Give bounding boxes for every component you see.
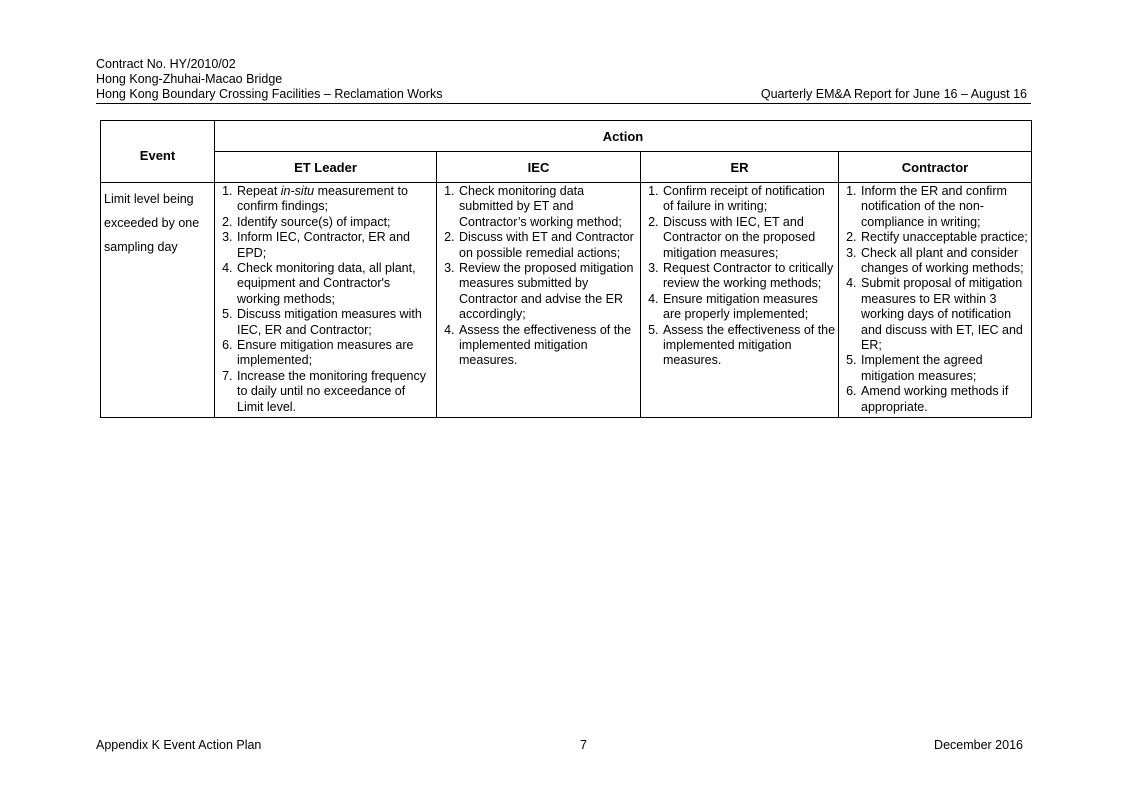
er-actions xyxy=(641,183,839,418)
list-item: 6. Amend working methods if appropriate. xyxy=(860,384,1030,415)
list-item: 2. Discuss with ET and Contractor on possible remedial actions; xyxy=(458,230,639,261)
list-item: 2. Discuss with IEC, ET and Contractor on the proposed mitigation measures; xyxy=(662,215,837,261)
list-item: 6. Ensure mitigation measures are implemented; xyxy=(236,338,435,369)
list-item: 4. Check monitoring data, all plant, equipment and Contractor's working methods; xyxy=(236,261,435,307)
action-header: Action xyxy=(215,121,1032,152)
page-number: 7 xyxy=(580,738,587,752)
list-item: 1. Inform the ER and confirm notification of the non-compliance in writing; xyxy=(860,184,1030,230)
list-item: 5. Implement the agreed mitigation measures; xyxy=(860,353,1030,384)
list-item: 3. Review the proposed mitigation measures submitted by Contractor and advise the ER accordingly; xyxy=(458,261,639,323)
page-footer xyxy=(96,738,1023,752)
contractor-header: Contractor xyxy=(839,152,1032,183)
project-name: Hong Kong-Zhuhai-Macao Bridge xyxy=(96,72,283,86)
event-cell: Limit level being exceeded by one sampling day xyxy=(101,183,215,418)
et-leader-header: ET Leader xyxy=(215,152,437,183)
list-item: 3. Check all plant and consider changes of working methods; xyxy=(860,246,1030,277)
header-divider xyxy=(96,103,1031,104)
report-title: Quarterly EM&A Report for June 16 – August 16 xyxy=(760,87,1027,101)
er-header: ER xyxy=(641,152,839,183)
event-action-table xyxy=(100,120,1032,418)
page-header xyxy=(96,57,1031,102)
list-item: 5. Assess the effectiveness of the implemented mitigation measures. xyxy=(662,323,837,369)
list-item: 1. Repeat in-situ measurement to confirm findings; xyxy=(236,184,435,215)
list-item: 4. Assess the effectiveness of the implemented mitigation measures. xyxy=(458,323,639,369)
iec-header: IEC xyxy=(437,152,641,183)
list-item: 5. Discuss mitigation measures with IEC, ER and Contractor; xyxy=(236,307,435,338)
list-item: 2. Rectify unacceptable practice; xyxy=(860,230,1030,245)
iec-actions xyxy=(437,183,641,418)
list-item: 4. Ensure mitigation measures are properly implemented; xyxy=(662,292,837,323)
event-header: Event xyxy=(101,121,215,183)
footer-date: December 2016 xyxy=(934,738,1023,752)
list-item: 3. Inform IEC, Contractor, ER and EPD; xyxy=(236,230,435,261)
list-item: 1. Check monitoring data submitted by ET and Contractor’s working method; xyxy=(458,184,639,230)
et-leader-actions xyxy=(215,183,437,418)
works-name: Hong Kong Boundary Crossing Facilities – Reclamation Works xyxy=(96,87,443,101)
list-item: 7. Increase the monitoring frequency to daily until no exceedance of Limit level. xyxy=(236,369,435,415)
list-item: 1. Confirm receipt of notification of failure in writing; xyxy=(662,184,837,215)
table-row xyxy=(101,183,1032,418)
list-item: 4. Submit proposal of mitigation measures to ER within 3 working days of notification and discuss with ET, IEC and ER; xyxy=(860,276,1030,353)
contractor-actions xyxy=(839,183,1032,418)
appendix-title: Appendix K Event Action Plan xyxy=(96,738,262,752)
contract-number: Contract No. HY/2010/02 xyxy=(96,57,236,71)
list-item: 2. Identify source(s) of impact; xyxy=(236,215,435,230)
list-item: 3. Request Contractor to critically review the working methods; xyxy=(662,261,837,292)
